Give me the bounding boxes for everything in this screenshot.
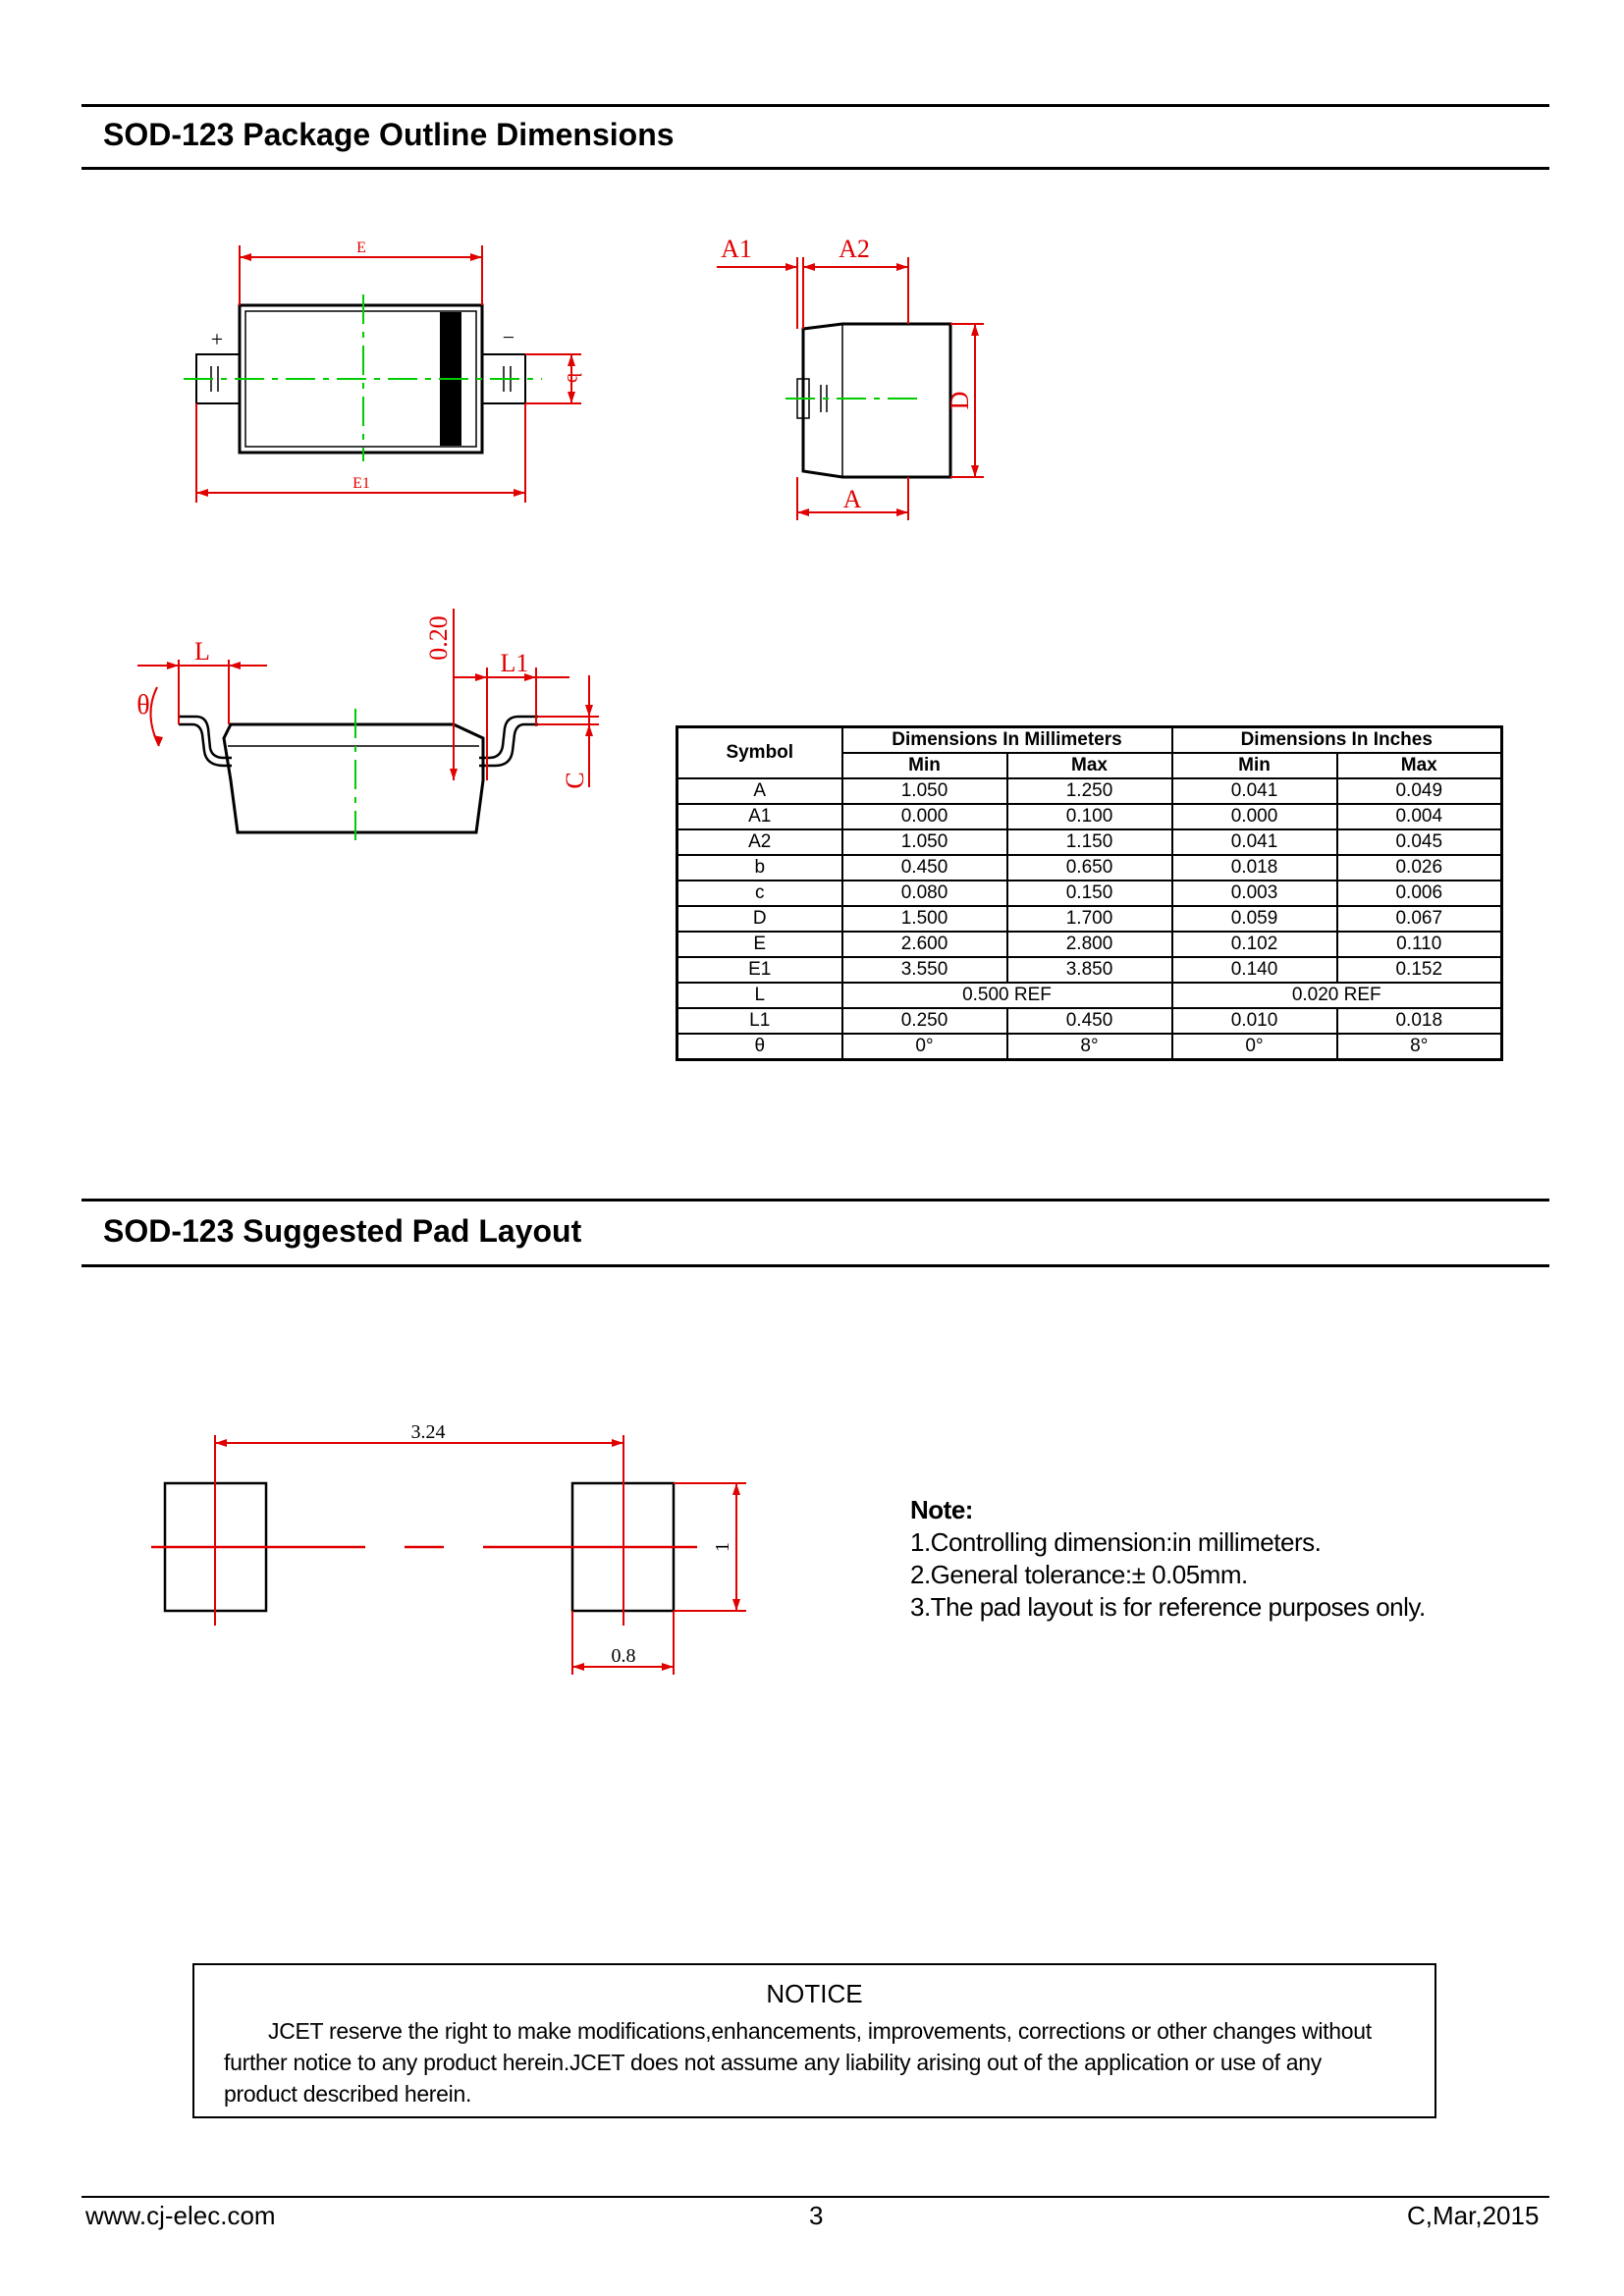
note-heading: Note:: [910, 1495, 973, 1524]
section2-top-rule: [81, 1199, 1549, 1201]
header-mm: Dimensions In Millimeters: [842, 727, 1172, 754]
minus-sign: −: [502, 325, 515, 349]
table-row: [677, 829, 1502, 855]
cell-symbol: A: [677, 778, 842, 804]
subheader-min: Min: [1172, 753, 1337, 778]
cell-mm-min: 1.500: [842, 906, 1007, 932]
notice-body: JCET reserve the right to make modifications,enhancements, improvements, corrections or other changes without further notice to any product herein.JCET does not assume any liability arising out of the application or use of any product described herein.: [224, 2018, 1372, 2107]
section2-bottom-rule: [81, 1264, 1549, 1267]
cell-in-max: 0.049: [1337, 778, 1502, 804]
label-E: E: [356, 240, 366, 256]
pad-right: [572, 1483, 674, 1611]
cell-mm-ref: 0.500 REF: [842, 983, 1172, 1008]
cell-mm-max: 1.250: [1007, 778, 1172, 804]
cell-in-min: 0.140: [1172, 957, 1337, 983]
cell-mm-max: 0.150: [1007, 881, 1172, 906]
notice-box: [192, 1963, 1436, 2118]
top-view: [184, 240, 584, 503]
cell-mm-min: 0.250: [842, 1008, 1007, 1034]
cell-in-max: 0.110: [1337, 932, 1502, 957]
label-A: A: [842, 485, 862, 513]
table-row: [677, 855, 1502, 881]
table-row: [677, 778, 1502, 804]
cell-symbol: c: [677, 881, 842, 906]
table-row: [677, 804, 1502, 829]
cell-mm-max: 0.100: [1007, 804, 1172, 829]
cell-symbol: A2: [677, 829, 842, 855]
label-L1: L1: [500, 649, 529, 677]
label-L: L: [194, 637, 210, 666]
lead-profile-view: [136, 609, 599, 844]
cell-mm-min: 0.450: [842, 855, 1007, 881]
cell-in-min: 0.000: [1172, 804, 1337, 829]
cell-in-min: 0.102: [1172, 932, 1337, 957]
cell-in-min: 0.041: [1172, 829, 1337, 855]
cell-in-max: 0.152: [1337, 957, 1502, 983]
label-D: D: [946, 391, 974, 410]
cell-symbol: A1: [677, 804, 842, 829]
footer-rule: [81, 2196, 1549, 2198]
table-row: [677, 983, 1502, 1008]
subheader-max: Max: [1007, 753, 1172, 778]
cell-mm-max: 3.850: [1007, 957, 1172, 983]
cell-in-max: 0.045: [1337, 829, 1502, 855]
label-C: C: [561, 772, 589, 789]
cell-mm-min: 1.050: [842, 778, 1007, 804]
cell-in-max: 0.026: [1337, 855, 1502, 881]
cell-mm-min: 2.600: [842, 932, 1007, 957]
header-symbol: Symbol: [677, 727, 842, 779]
table-row: [677, 932, 1502, 957]
label-A2: A2: [839, 235, 870, 263]
cell-in-max: 8°: [1337, 1034, 1502, 1060]
footer-url[interactable]: www.cj-elec.com: [85, 2201, 276, 2230]
footer-revision: C,Mar,2015: [1407, 2201, 1540, 2230]
cell-mm-max: 0.650: [1007, 855, 1172, 881]
table-row: [677, 957, 1502, 983]
cell-symbol: D: [677, 906, 842, 932]
pad-left: [165, 1483, 266, 1611]
cell-in-min: 0.041: [1172, 778, 1337, 804]
cell-in-min: 0.059: [1172, 906, 1337, 932]
cell-in-max: 0.018: [1337, 1008, 1502, 1034]
dim-3-24: 3.24: [410, 1421, 446, 1443]
cell-in-min: 0°: [1172, 1034, 1337, 1060]
cell-in-max: 0.004: [1337, 804, 1502, 829]
cell-in-max: 0.006: [1337, 881, 1502, 906]
cell-in-max: 0.067: [1337, 906, 1502, 932]
cell-symbol: E1: [677, 957, 842, 983]
cell-symbol: θ: [677, 1034, 842, 1060]
dimensions-table: [676, 725, 1503, 1061]
label-E1: E1: [352, 475, 370, 492]
note-item: 1.Controlling dimension:in millimeters.: [910, 1527, 1322, 1557]
cell-in-min: 0.003: [1172, 881, 1337, 906]
cell-mm-max: 0.450: [1007, 1008, 1172, 1034]
footer-page-number: 3: [809, 2201, 824, 2230]
note-item: 3.The pad layout is for reference purposes only.: [910, 1592, 1426, 1622]
cell-in-min: 0.018: [1172, 855, 1337, 881]
cell-symbol: E: [677, 932, 842, 957]
side-view: [717, 235, 984, 520]
note-block: [910, 1494, 1426, 1624]
cell-mm-max: 1.700: [1007, 906, 1172, 932]
label-b: b: [563, 373, 584, 383]
cell-mm-min: 3.550: [842, 957, 1007, 983]
table-row: [677, 1034, 1502, 1060]
section1-title: SOD-123 Package Outline Dimensions: [103, 117, 675, 152]
cell-symbol: b: [677, 855, 842, 881]
cell-in-min: 0.010: [1172, 1008, 1337, 1034]
section2-title: SOD-123 Suggested Pad Layout: [103, 1213, 582, 1249]
table-row: [677, 881, 1502, 906]
cell-mm-min: 0.080: [842, 881, 1007, 906]
cell-in-ref: 0.020 REF: [1172, 983, 1502, 1008]
cell-mm-min: 1.050: [842, 829, 1007, 855]
cell-mm-max: 8°: [1007, 1034, 1172, 1060]
cell-mm-min: 0°: [842, 1034, 1007, 1060]
cell-mm-min: 0.000: [842, 804, 1007, 829]
table-row: [677, 906, 1502, 932]
note-item: 2.General tolerance:± 0.05mm.: [910, 1560, 1248, 1589]
notice-title: NOTICE: [766, 1979, 863, 2008]
label-theta: θ: [136, 690, 150, 721]
subheader-min: Min: [842, 753, 1007, 778]
dim-0-8: 0.8: [611, 1645, 636, 1667]
table-row: [677, 1008, 1502, 1034]
header-in: Dimensions In Inches: [1172, 727, 1502, 754]
label-0-20: 0.20: [424, 615, 453, 661]
dim-1: 1: [712, 1542, 733, 1552]
cell-mm-max: 2.800: [1007, 932, 1172, 957]
cell-symbol: L: [677, 983, 842, 1008]
subheader-max: Max: [1337, 753, 1502, 778]
label-A1: A1: [721, 235, 752, 263]
cell-mm-max: 1.150: [1007, 829, 1172, 855]
plus-sign: +: [210, 327, 224, 351]
cell-symbol: L1: [677, 1008, 842, 1034]
